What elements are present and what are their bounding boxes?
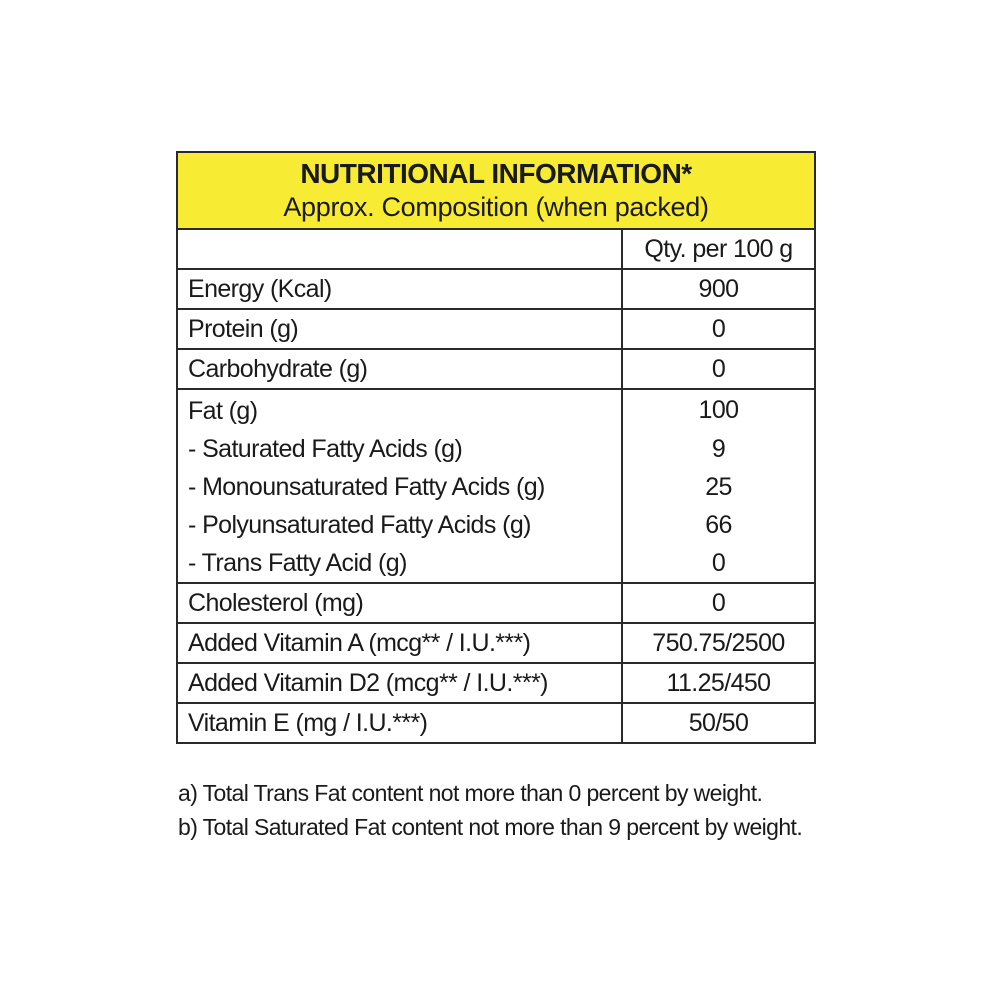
footnote-b: b) Total Saturated Fat content not more than 9 percent by weight. (178, 814, 803, 840)
nutrient-value: 0 (622, 309, 814, 349)
nutrient-value: 0 (622, 583, 814, 623)
nutrient-name: Energy (Kcal) (178, 269, 622, 309)
table-row (178, 269, 814, 309)
table-row (178, 506, 814, 544)
nutrient-name: Added Vitamin A (mcg** / I.U.***) (178, 623, 622, 663)
column-header-blank (178, 230, 622, 269)
nutrition-table (178, 230, 814, 742)
table-row (178, 468, 814, 506)
nutrient-value: 9 (622, 430, 814, 468)
nutrient-name: - Saturated Fatty Acids (g) (188, 434, 463, 463)
table-header (178, 153, 814, 230)
nutrition-table-panel (176, 151, 816, 744)
column-header-qty: Qty. per 100 g (622, 230, 814, 269)
nutrient-name: Fat (g) (178, 389, 622, 430)
table-row (178, 623, 814, 663)
table-subtitle: Approx. Composition (when packed) (283, 192, 709, 222)
table-row (178, 663, 814, 703)
table-row (178, 430, 814, 468)
table-title: NUTRITIONAL INFORMATION* (300, 158, 692, 189)
nutrient-name: - Trans Fatty Acid (g) (188, 548, 407, 577)
table-row (178, 544, 814, 583)
nutrient-name: Added Vitamin D2 (mcg** / I.U.***) (178, 663, 622, 703)
nutrient-name: Vitamin E (mg / I.U.***) (178, 703, 622, 742)
nutrient-value: 100 (622, 389, 814, 430)
nutrient-value: 750.75/2500 (622, 623, 814, 663)
nutrient-value: 66 (622, 506, 814, 544)
table-row (178, 389, 814, 430)
nutrient-value: 25 (622, 468, 814, 506)
nutrient-value: 50/50 (622, 703, 814, 742)
footnote-a: a) Total Trans Fat content not more than 0 percent by weight. (178, 780, 763, 806)
table-row (178, 349, 814, 389)
table-row (178, 309, 814, 349)
nutrient-value: 0 (622, 349, 814, 389)
nutrient-name: Cholesterol (mg) (178, 583, 622, 623)
footnotes (178, 776, 878, 844)
nutrient-value: 900 (622, 269, 814, 309)
nutrient-name: Protein (g) (178, 309, 622, 349)
column-header-row (178, 230, 814, 269)
table-row (178, 583, 814, 623)
nutrient-value: 11.25/450 (622, 663, 814, 703)
nutrient-name: - Monounsaturated Fatty Acids (g) (188, 472, 545, 501)
table-row (178, 703, 814, 742)
nutrient-name: Carbohydrate (g) (178, 349, 622, 389)
nutrient-value: 0 (622, 544, 814, 583)
nutrient-name: - Polyunsaturated Fatty Acids (g) (188, 510, 531, 539)
